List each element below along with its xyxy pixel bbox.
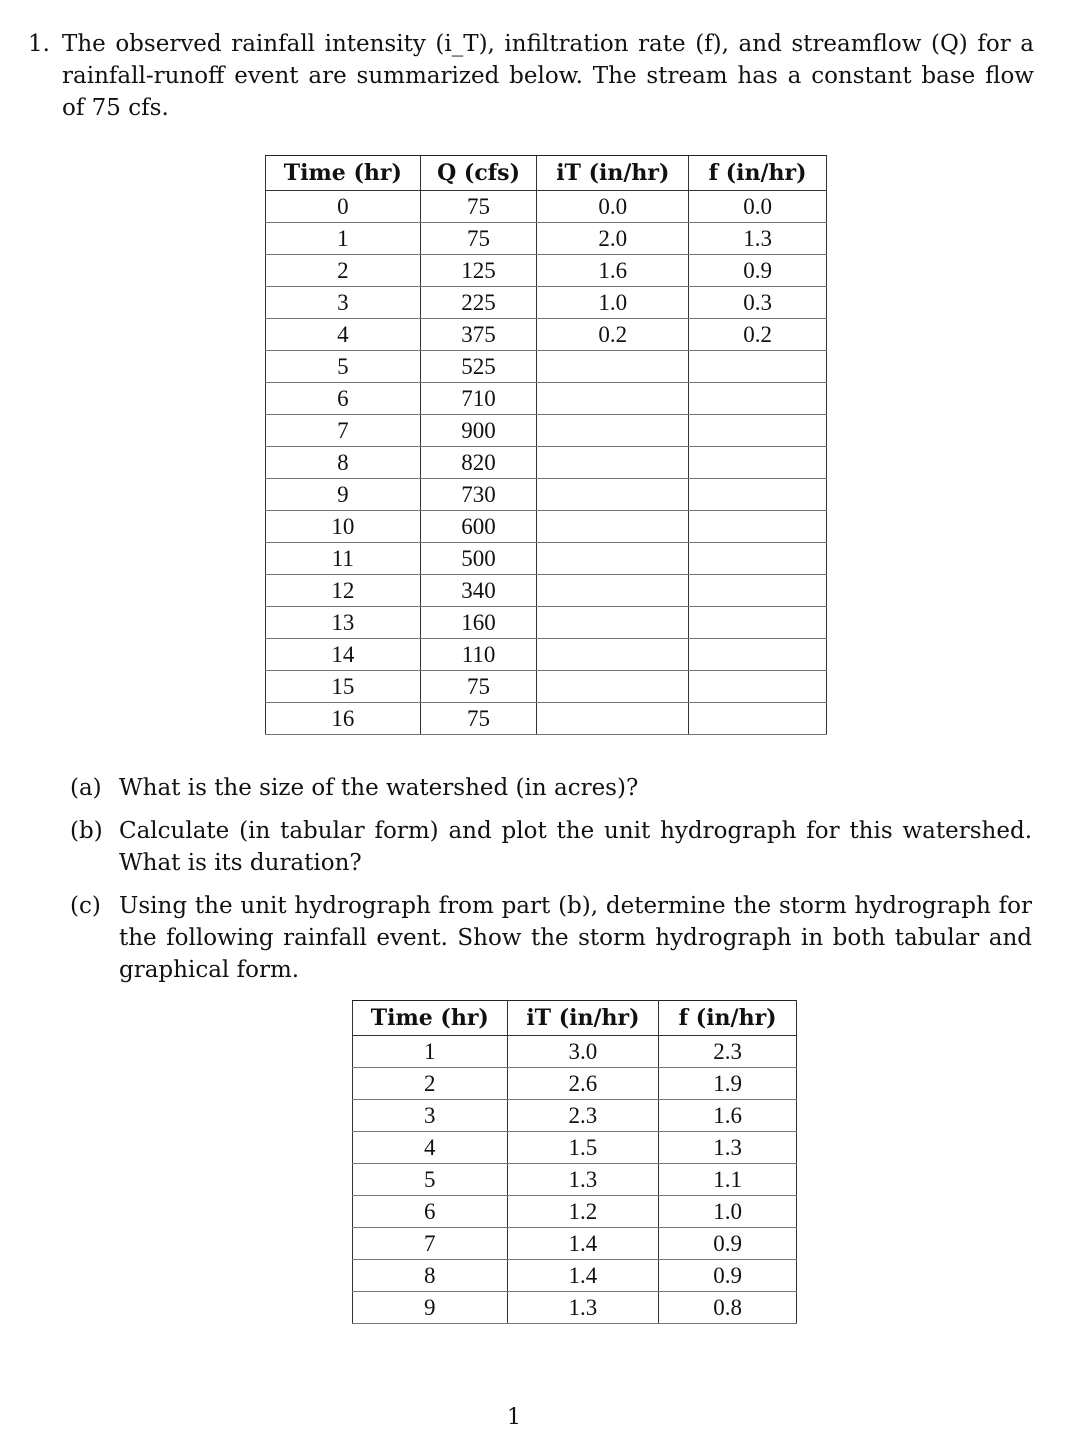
table-cell: 11 <box>266 543 421 575</box>
table-cell <box>537 575 689 607</box>
table-cell: 340 <box>420 575 537 607</box>
table-row <box>266 287 827 319</box>
table-row <box>266 511 827 543</box>
table-cell <box>689 607 827 639</box>
table-cell: 2 <box>266 255 421 287</box>
table-cell: 1.2 <box>507 1196 659 1228</box>
table-cell: 3 <box>353 1100 508 1132</box>
table-cell: 75 <box>420 703 537 735</box>
table-row <box>353 1068 797 1100</box>
table-row <box>266 639 827 671</box>
table-cell: 125 <box>420 255 537 287</box>
table-row <box>266 447 827 479</box>
table-cell: 0.9 <box>689 255 827 287</box>
table-row <box>266 351 827 383</box>
table-cell: 820 <box>420 447 537 479</box>
table-cell: 1.6 <box>659 1100 797 1132</box>
table-row <box>266 319 827 351</box>
table-cell <box>689 447 827 479</box>
column-header: f (in/hr) <box>659 1001 797 1036</box>
table-row <box>266 703 827 735</box>
table-row <box>266 383 827 415</box>
table-cell: 14 <box>266 639 421 671</box>
table-cell <box>689 383 827 415</box>
table-cell: 2 <box>353 1068 508 1100</box>
part-c-label: (c) <box>70 893 101 919</box>
table-cell: 75 <box>420 223 537 255</box>
column-header: Time (hr) <box>353 1001 508 1036</box>
table-cell <box>537 607 689 639</box>
table-cell: 1.4 <box>507 1260 659 1292</box>
table-cell: 0.3 <box>689 287 827 319</box>
part-b-label: (b) <box>70 818 103 844</box>
table-cell: 3 <box>266 287 421 319</box>
table-row <box>353 1196 797 1228</box>
table-cell: 375 <box>420 319 537 351</box>
table-cell <box>537 671 689 703</box>
table-cell <box>689 575 827 607</box>
table-row <box>266 255 827 287</box>
part-c <box>70 890 1032 986</box>
table-cell: 15 <box>266 671 421 703</box>
table-cell: 7 <box>353 1228 508 1260</box>
table-cell: 3.0 <box>507 1036 659 1068</box>
table-cell: 9 <box>266 479 421 511</box>
table-row <box>353 1100 797 1132</box>
table-cell <box>537 543 689 575</box>
column-header: Q (cfs) <box>420 156 537 191</box>
table-cell: 160 <box>420 607 537 639</box>
part-c-text: Using the unit hydrograph from part (b), determine the storm hydrograph for the following rainfall event. Show the storm hydrograph in both tabular and graphical form. <box>119 893 1032 983</box>
table-cell <box>537 415 689 447</box>
table-cell: 13 <box>266 607 421 639</box>
table-cell <box>537 447 689 479</box>
storm-event-table <box>352 1000 797 1324</box>
table-cell: 75 <box>420 191 537 223</box>
part-b-text: Calculate (in tabular form) and plot the unit hydrograph for this watershed. What is its duration? <box>119 818 1032 876</box>
column-header: iT (in/hr) <box>507 1001 659 1036</box>
table-cell: 500 <box>420 543 537 575</box>
question-parts <box>70 772 1032 997</box>
table-cell <box>537 639 689 671</box>
table-cell: 12 <box>266 575 421 607</box>
table-cell: 1.4 <box>507 1228 659 1260</box>
table-cell: 16 <box>266 703 421 735</box>
table-cell: 6 <box>266 383 421 415</box>
problem-text: The observed rainfall intensity (i_T), infiltration rate (f), and streamflow (Q) for a rainfall-runoff event are summarized below. The stream has a constant base flow of 75 cfs. <box>62 31 1034 121</box>
table-cell: 1.3 <box>507 1164 659 1196</box>
table-cell <box>537 511 689 543</box>
table-cell: 10 <box>266 511 421 543</box>
table-cell: 9 <box>353 1292 508 1324</box>
table-cell: 1.0 <box>659 1196 797 1228</box>
table-cell <box>689 415 827 447</box>
page-number: 1 <box>507 1405 521 1430</box>
column-header: Time (hr) <box>266 156 421 191</box>
table-cell: 1.9 <box>659 1068 797 1100</box>
problem-statement <box>28 28 1034 124</box>
table-cell: 900 <box>420 415 537 447</box>
table-cell <box>689 703 827 735</box>
table-cell: 710 <box>420 383 537 415</box>
table-cell <box>689 543 827 575</box>
table-cell: 2.0 <box>537 223 689 255</box>
table-cell: 0.9 <box>659 1260 797 1292</box>
table-cell: 225 <box>420 287 537 319</box>
table-cell: 1.3 <box>659 1132 797 1164</box>
table-cell: 110 <box>420 639 537 671</box>
column-header: iT (in/hr) <box>537 156 689 191</box>
table-row <box>266 671 827 703</box>
table-cell <box>537 479 689 511</box>
table-cell: 2.3 <box>507 1100 659 1132</box>
table-row <box>353 1132 797 1164</box>
table-cell: 600 <box>420 511 537 543</box>
table-cell: 1.1 <box>659 1164 797 1196</box>
table-row <box>353 1228 797 1260</box>
table-cell <box>689 671 827 703</box>
table-cell: 0.8 <box>659 1292 797 1324</box>
table-cell: 1.0 <box>537 287 689 319</box>
table-row <box>266 415 827 447</box>
table-cell: 1.3 <box>507 1292 659 1324</box>
part-a-label: (a) <box>70 775 102 801</box>
table-row <box>266 543 827 575</box>
problem-number: 1. <box>28 31 50 57</box>
table-cell: 0.2 <box>689 319 827 351</box>
table-cell: 0.0 <box>537 191 689 223</box>
table-row <box>353 1036 797 1068</box>
table-cell: 2.6 <box>507 1068 659 1100</box>
table-cell <box>537 383 689 415</box>
table-cell: 8 <box>266 447 421 479</box>
table-cell: 1 <box>353 1036 508 1068</box>
table-cell: 0.2 <box>537 319 689 351</box>
table-cell <box>537 703 689 735</box>
table-cell: 1.3 <box>689 223 827 255</box>
table-cell <box>689 511 827 543</box>
table-cell: 1 <box>266 223 421 255</box>
table-cell <box>689 479 827 511</box>
table-cell: 8 <box>353 1260 508 1292</box>
table-cell: 730 <box>420 479 537 511</box>
table-row <box>266 223 827 255</box>
table-cell: 6 <box>353 1196 508 1228</box>
table-cell: 75 <box>420 671 537 703</box>
table-cell: 5 <box>266 351 421 383</box>
table-cell: 4 <box>353 1132 508 1164</box>
table-cell: 1.6 <box>537 255 689 287</box>
table-row <box>353 1260 797 1292</box>
table-cell: 4 <box>266 319 421 351</box>
table-cell: 5 <box>353 1164 508 1196</box>
table-cell: 1.5 <box>507 1132 659 1164</box>
table-cell <box>689 639 827 671</box>
table-cell: 7 <box>266 415 421 447</box>
table-row <box>266 479 827 511</box>
table-row <box>353 1164 797 1196</box>
part-a-text: What is the size of the watershed (in acres)? <box>119 775 639 801</box>
table-cell <box>537 351 689 383</box>
part-a <box>70 772 1032 804</box>
observed-event-table <box>265 155 827 735</box>
column-header: f (in/hr) <box>689 156 827 191</box>
table-row <box>266 607 827 639</box>
part-b <box>70 815 1032 879</box>
table-row <box>266 575 827 607</box>
table-cell: 0.9 <box>659 1228 797 1260</box>
table-cell: 0 <box>266 191 421 223</box>
table-cell: 2.3 <box>659 1036 797 1068</box>
table-row <box>266 191 827 223</box>
table-cell: 525 <box>420 351 537 383</box>
table-row <box>353 1292 797 1324</box>
table-cell <box>689 351 827 383</box>
table-cell: 0.0 <box>689 191 827 223</box>
